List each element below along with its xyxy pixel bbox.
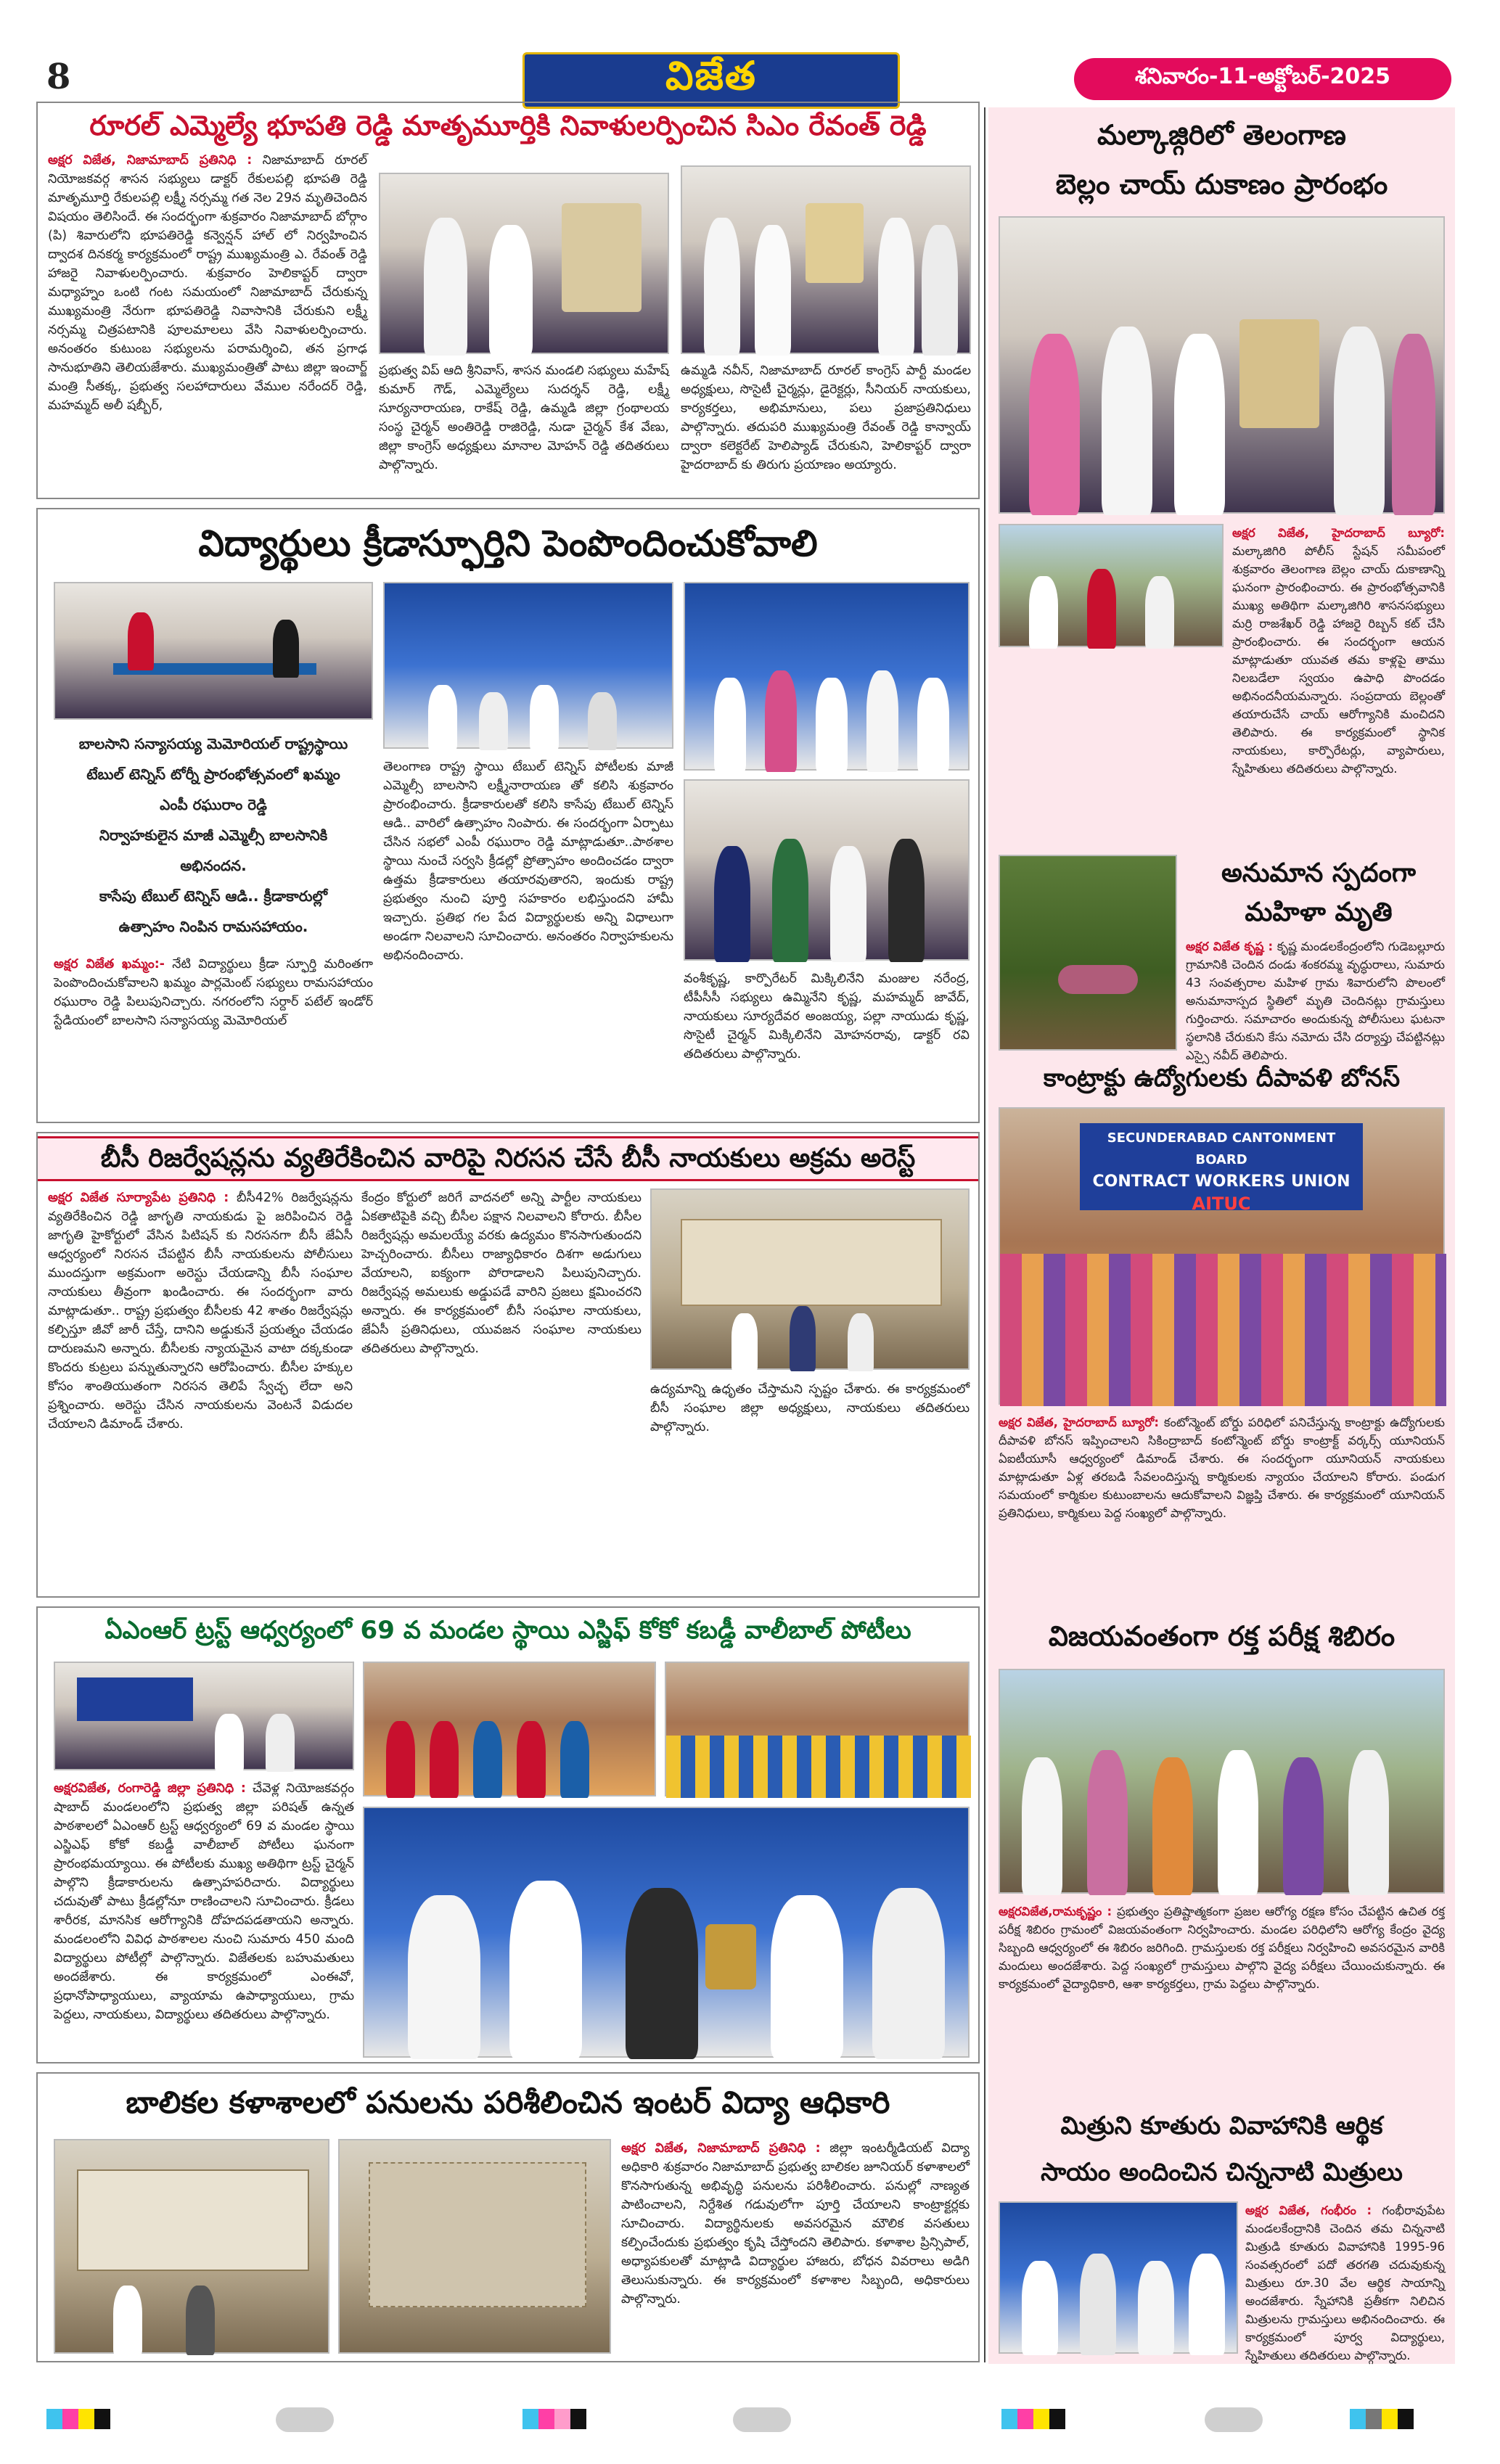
article-body: అక్షర విజేత ఖమ్మం:- నేటి విద్యార్థులు క్రీడా స్ఫూర్తి మరింతగా పెంపొందించుకోవాలని ఖమ్మం పార్లమెంట్ సభ్యులు రామసహాయం రఘురాం రెడ్డి పిలుపునిచ్చారు. నగరంలోని సర్దార్ పటేల్ ఇండోర్ స్టేడియంలో బాలసాని సన్యాసయ్య మెమోరియల్ [54,957,373,1028]
headline-friends-line2: సాయం అందించిన చిన్ననాటి మిత్రులు [1041,2158,1403,2187]
photo-police-station [650,1188,970,1370]
headline-contract-bonus: కాంట్రాక్టు ఉద్యోగులకు దీపావళి బోనస్ [1043,1064,1401,1093]
article-body: అక్షర విజేత, హైదరాబాద్ బ్యూరో: మల్కాజిగిరి పోలీస్ స్టేషన్ సమీపంలో శుక్రవారం తెలంగాణ బెల్లం చాయ్ దుకాణాన్ని ఘనంగా ప్రారంభించారు. ఈ ప్రారంభోత్సవానికి ముఖ్య అతిథిగా మల్కాజిగిరి శాసనసభ్యులు మర్రి రాజశేఖర్ రెడ్డి హాజరై రిబ్బన్ కట్ చేసి ప్రారంభించారు. ఈ సందర్భంగా ఆయన మాట్లాడుతూ యువత తమ కాళ్లపై తాము నిలబడేలా స్వయం ఉపాధి పొందడం అభినందనీయమన్నారు. సంప్రదాయ బెల్లంతో తయారుచేసే చాయ్ ఆరోగ్యానికి మంచిదని తెలిపారు. ఈ కార్యక్రమంలో స్థానిక నాయకులు, కార్పొరేటర్లు, వ్యాపారులు, స్నేహితులు తదితరులు పాల్గొన్నారు. [1232,526,1445,776]
registration-oval [1205,2407,1263,2432]
page-number: 8 [46,57,71,97]
headline-anumana-line2: మహిళా మృతి [1245,898,1393,927]
headline-bc-arrest: బీసీ రిజర్వేషన్లను వ్యతిరేకించిన వారిపై నిరసన చేసే బీసీ నాయకులు అక్రమ అరెస్ట్ [38,1136,978,1181]
column-divider [984,107,985,2362]
article-body-2: ప్రభుత్వ విప్ ఆది శ్రీనివాస్, శాసన మండలి సభ్యులు మహేష్ కుమార్ గౌడ్, ఎమ్మెల్యేలు సుదర్శన్ రెడ్డి, లక్ష్మీ సూర్యనారాయణ, రాకేష్ రెడ్డి, ఉమ్మడి జిల్లా గ్రంథాలయ సంస్థ చైర్మన్ అంతిరెడ్డి రాజిరెడ్డి, నుడా చైర్మన్ కేశ వేణు, జిల్లా కాంగ్రెస్ అధ్యక్షులు మానాల మోహన్ రెడ్డి తదితరులు పాల్గొన్నారు. [379,364,669,472]
article-body: అక్షర విజేత సూర్యాపేట ప్రతినిధి : బీసీ42% రిజర్వేషన్లను వ్యతిరేకించిన రెడ్డి జాగృతి నాయకుడు పై జరిపించిన రెడ్డి జాగృతి హైకోర్టులో వేసిన పిటిషన్ కు నిరసనగా బీసీ జేఏసీ ఆధ్వర్యంలో నిరసన చేపట్టిన బీసీ నాయకులను పోలీసులు ముందస్తుగా అక్రమంగా అరెస్టు చేయడాన్ని బీసీ సంఘాల నాయకులు తీవ్రంగా ఖండించారు. ఈ సందర్భంగా వారు మాట్లాడుతూ.. రాష్ట్ర ప్రభుత్వం బీసీలకు 42 శాతం రిజర్వేషన్లు కల్పిస్తూ జీవో జారీ చేస్తే, దానిని అడ్డుకునే ప్రయత్నం చేయడం దారుణమని అన్నారు. బీసీలకు న్యాయమైన వాటా దక్కకుండా కొందరు కుట్రలు పన్నుతున్నారని ఆరోపించారు. బీసీల హక్కుల కోసం శాంతియుతంగా నిరసన తెలిపే స్వేచ్ఛ లేదా అని ప్రశ్నించారు. అరెస్టు చేసిన నాయకులను వెంటనే విడుదల చేయాలని డిమాండ్ చేశారు. [48,1191,353,1432]
article-inter-officer [36,2072,980,2362]
registration-oval [276,2407,334,2432]
article-kabaddi [36,1606,980,2063]
photo-girls-team [363,1662,656,1796]
headline-bellam-line2: బెల్లం చాయ్ దుకాణం ప్రారంభం [1055,168,1388,200]
article-body: అక్షర విజేత, నిజామాబాద్ ప్రతినిధి : నిజామాబాద్ రూరల్ నియోజకవర్గ శాసన సభ్యులు డాక్టర్ రేకులపల్లి భూపతి రెడ్డి మాతృమూర్తి రేకులపల్లి లక్ష్మీ నర్సమ్మ గత నెల 29న మృతిచెందిన విషయం తెలిసిందే. ఈ సందర్భంగా శుక్రవారం నిజామాబాద్ బోర్గాం (పి) శివారులోని భూపతిరెడ్డి కన్వెన్షన్ హాల్ లో నిర్వహించిన ద్వాదశ దినకర్మ కార్యక్రమంలో రాష్ట్ర ముఖ్యమంత్రి ఎ. రేవంత్ రెడ్డి హాజరై నివాళులర్పించారు. శుక్రవారం హెలికాప్టర్ ద్వారా మధ్యాహ్నం ఒంటి గంట సమయంలో నిజామాబాద్ చేరుకున్న ముఖ్యమంత్రి నేరుగా భూపతిరెడ్డి నివాసానికి చేరుకుని లక్ష్మీ నర్సమ్మ చిత్రపటానికి పూలమాలలు వేసి నివాళులర్పించారు. అనంతరం కుటుంబ సభ్యులను పరామర్శించి, తన ప్రగాఢ సానుభూతిని తెలియజేశారు. ముఖ్యమంత్రితో పాటు జిల్లా ఇంచార్జ్ మంత్రి సీతక్క, ప్రభుత్వ సలహాదారులు వేముల నరేందర్ రెడ్డి, మహమ్మద్ అలీ షబ్బీర్, [48,153,367,413]
article-body: అక్షర విజేత, గంభీరం : గంభీరావుపేట మండలకేంద్రానికి చెందిన తమ చిన్ననాటి మిత్రుడి కూతురు వివాహానికి 1995-96 సంవత్సరంలో పదో తరగతి చదువుకున్న మిత్రులు రూ.30 వేల ఆర్థిక సాయాన్ని అందజేశారు. స్నేహానికి ప్రతీకగా నిలిచిన మిత్రులను గ్రామస్తులు అభినందించారు. ఈ కార్యక్రమంలో పూర్వ విద్యార్థులు, స్నేహితులు తదితరులు పాల్గొన్నారు. [1245,2204,1446,2362]
photo-workers-union: SECUNDERABAD CANTONMENT BOARD CONTRACT WORKERS UNION AITUC [999,1107,1445,1405]
article-body: అక్షరవిజేత, రంగారెడ్డి జిల్లా ప్రతినిధి : చేవెళ్ల నియోజకవర్గం షాబాద్ మండలంలోని ప్రభుత్వ జిల్లా పరిషత్ ఉన్నత పాఠశాలలో ఏఎంఆర్ ట్రస్ట్ ఆధ్వర్యంలో 69 వ మండల స్థాయి ఎస్జిఎఫ్ కోకో కబడ్డీ వాలీబాల్ పోటీలు ఘనంగా ప్రారంభమయ్యాయి. ఈ పోటీలకు ముఖ్య అతిథిగా ట్రస్ట్ చైర్మన్ పాల్గొని క్రీడాకారులను ఉత్సాహపరిచారు. విద్యార్థులు చదువుతో పాటు క్రీడల్లోనూ రాణించాలని సూచించారు. క్రీడలు శారీరక, మానసిక ఆరోగ్యానికి దోహదపడతాయని అన్నారు. మండలంలోని వివిధ పాఠశాలల నుంచి సుమారు 450 మంది విద్యార్థులు పోటీల్లో పాల్గొన్నారు. విజేతలకు బహుమతులు అందజేశారు. ఈ కార్యక్రమంలో ఎంఈవో, ప్రధానోపాధ్యాయులు, వ్యాయామ ఉపాధ్యాయులు, గ్రామ పెద్దలు, నాయకులు, విద్యార్థులు తదితరులు పాల్గొన్నారు. [54,1781,354,2022]
article-body-2: కేంద్రం కోర్టులో జరిగే వాదనలో అన్ని పార్టీల నాయకులు ఏకతాటిపైకి వచ్చి బీసీల పక్షాన నిలవాలని కోరారు. బీసీల రిజర్వేషన్లు అమలయ్యే వరకు ఉద్యమం కొనసాగుతుందని హెచ్చరించారు. బీసీలు రాజ్యాధికారం దిశగా అడుగులు వేయాలని, ఐక్యంగా పోరాడాలని పిలుపునిచ్చారు. రిజర్వేషన్ల అమలుకు అడ్డుపడే వారిని ప్రజలు క్షమించరని అన్నారు. ఈ కార్యక్రమంలో బీసీ సంఘాల నాయకులు, జేఏసీ ప్రతినిధులు, యువజన సంఘాల నాయకులు తదితరులు పాల్గొన్నారు. [361,1191,642,1356]
headline-blood-camp: విజయవంతంగా రక్త పరీక్ష శిబిరం [1048,1620,1396,1652]
article-body: అక్షరవిజేత,రామకృష్ణం : ప్రభుత్వం ప్రతిష్టాత్మకంగా ప్రజల ఆరోగ్య రక్షణ కోసం చేపట్టిన ఉచిత రక్త పరీక్ష శిబిరం గ్రామంలో విజయవంతంగా నిర్వహించారు. మండల పరిధిలోని ఆరోగ్య కేంద్రం వైద్య సిబ్బంది ఆధ్వర్యంలో ఈ శిబిరం జరిగింది. గ్రామస్తులకు రక్త పరీక్షలు నిర్వహించి అవసరమైన వారికి మందులు అందజేశారు. పెద్ద సంఖ్యలో గ్రామస్తులు పాల్గొని వైద్య పరీక్షలు చేయించుకున్నారు. ఈ కార్యక్రమంలో వైద్యాధికారి, ఆశా కార్యకర్తలు, గ్రామ పెద్దలు పాల్గొన్నారు. [999,1905,1445,1991]
registration-mark [46,2409,110,2429]
registration-mark [1350,2409,1414,2429]
registration-mark [1001,2409,1065,2429]
headline-bellam-line1: మల్కాజ్గిరిలో తెలంగాణ [1097,119,1346,151]
headline-kabaddi: ఏఎంఆర్ ట్రస్ట్ ఆధ్వర్యంలో 69 వ మండల స్థాయి ఎస్జిఫ్ కోకో కబడ్డీ వాలీబాల్ పోటీలు [104,1616,911,1645]
headline-anumana-line1: అనుమాన స్పదంగా [1221,858,1416,888]
masthead-logo: విజేత [522,52,900,109]
article-body: అక్షర విజేత కృష్ణ : కృష్ణ మండలకేంద్రంలోని గుడెబల్లూరు గ్రామానికి చెందిన దండు శంకరమ్మ వృద్ధురాలు, సుమారు 43 సంవత్సరాల మహిళ గ్రామ శివారులోని పొలంలో అనుమానాస్పద స్థితిలో మృతి చెందినట్లు గ్రామస్తులు గుర్తించారు. సమాచారం అందుకున్న పోలీసులు ఘటనా స్థలానికి చేరుకుని కేసు నమోదు చేసి దర్యాప్తు చేపట్టినట్లు ఎస్సై నవీద్ తెలిపారు. [1186,940,1445,1062]
article-bc-arrest [36,1132,980,1598]
headline-inter-officer: బాలికల కళాశాలలో పనులను పరిశీలించిన ఇంటర్ విద్యా ఆధికారి [126,2085,890,2120]
article-body-2: తెలంగాణ రాష్ట్ర స్థాయి టేబుల్ టెన్నిస్ పోటీలకు మాజీ ఎమ్మెల్సీ బాలసాని లక్ష్మీనారాయణ తో కలిసి శుక్రవారం ప్రారంభించారు. క్రీడాకారులతో కలిసి కాసేపు టేబుల్ టెన్నిస్ ఆడి.. వారిలో ఉత్సాహం నింపారు. ఈ సందర్భంగా ఏర్పాటు చేసిన సభలో ఎంపీ రఘురాం రెడ్డి మాట్లాడుతూ..పాఠశాల స్థాయి నుంచే సర్వసి క్రీడల్లో ప్రోత్సాహం అందించడం ద్వారా ఉత్తమ క్రీడాకారులు తయారవుతారని, ఇందుకు రాష్ట్ర ప్రభుత్వం నుంచి పూర్తి సహకారం లభిస్తుందని హామీ ఇచ్చారు. ప్రతిభ గల పేద విద్యార్థులకు అన్ని విధాలుగా అండగా నిలవాలని సూచించారు. అనంతరం నిర్వాహకులను అభినందించారు. [383,760,673,963]
photo-field-body [999,855,1177,1051]
headline-sports: విద్యార్థులు క్రీడాస్ఫూర్తిని పెంపొందించుకోవాలి [198,522,818,564]
photo-shield-presentation [363,1807,970,2058]
photo-kabaddi-dais [54,1662,354,1770]
photo-blood-camp [999,1669,1445,1894]
registration-mark [522,2409,586,2429]
sports-caption: బాలసాని సన్యాసయ్య మెమోరియల్ రాష్ట్రస్థాయి టేబుల్ టెన్నిస్ టోర్నీ ప్రారంభోత్సవంలో ఖమ్మం ఎంపీ రఘురాం రెడ్డి నిర్వాహకులైన మాజీ ఎమ్మెల్సీ బాలసానికి అభినందన. కాసేపు టేబుల్ టెన్నిస్ ఆడి.. క్రీడాకారుల్లో ఉత్సాహం నింపిన రామసహాయం. [78,735,348,935]
issue-date: శనివారం-11-అక్టోబర్-2025 [1074,58,1451,100]
article-body-3: ఉమ్మడి నవీన్, నిజామాబాద్ రూరల్ కాంగ్రెస్ పార్టీ మండల అధ్యక్షులు, సొసైటీ చైర్మన్లు, డైరెక్టర్లు, సీనియర్ నాయకులు, కార్యకర్తలు, అభిమానులు, పలు ప్రజాప్రతినిధులు పాల్గొన్నారు. తదుపరి ముఖ్యమంత్రి రేవంత్ రెడ్డి కాన్వాయ్ ద్వారా కలెక్టరేట్ హెలిప్యాడ్ చేరుకుని, హెలికాప్టర్ ద్వారా హైదరాబాద్ కు తిరుగు ప్రయాణం అయ్యారు. [681,364,971,472]
headline-friends-line1: మిత్రుని కూతురు వివాహానికి ఆర్థిక [1060,2111,1383,2140]
registration-oval [733,2407,791,2432]
photo-tea-shop-opening [999,216,1445,514]
photo-construction [338,2139,611,2354]
article-rural-mla [36,102,980,499]
photo-award-group [684,582,970,771]
photo-players-group [684,779,970,961]
photo-table-tennis [54,582,373,720]
article-body-3: వంశీకృష్ణ, కార్పొరేటర్ మిక్కిలినేని మంజుల నరేంద్ర, టీపీసీసీ సభ్యులు ఉమ్మినేని కృష్ణ, మహమ్మద్ జావేద్, నాయకులు సూర్యదేవర అంజయ్య, పల్లా నాయుడు కృష్ణ, సొసైటీ చైర్మన్ మిక్కిలినేని మోహనరావు, డాక్టర్ రవి తదితరులు పాల్గొన్నారు. [684,972,970,1061]
article-sports [36,508,980,1123]
sidebar-column [988,107,1455,2364]
photo-students-crowd [665,1662,970,1796]
photo-cm-tribute [379,173,669,354]
photo-memorial-stage [383,582,673,749]
photo-college-building [54,2139,329,2354]
article-body: అక్షర విజేత, హైదరాబాద్ బ్యూరో: కంటోన్మెంట్ బోర్డు పరిధిలో పనిచేస్తున్న కాంట్రాక్టు ఉద్యోగులకు దీపావళి బోనస్ ఇప్పించాలని సికింద్రాబాద్ కంటోన్మెంట్ బోర్డు కాంట్రాక్ట్ వర్కర్స్ యూనియన్ ఏఐటీయూసీ ఆధ్వర్యంలో డిమాండ్ చేశారు. ఈ సందర్భంగా యూనియన్ నాయకులు మాట్లాడుతూ ఏళ్ల తరబడి సేవలందిస్తున్న కార్మికులకు న్యాయం చేయాలని కోరారు. పండుగ సమయంలో కార్మికుల కుటుంబాలను ఆదుకోవాలని విజ్ఞప్తి చేశారు. ఈ కార్యక్రమంలో యూనియన్ ప్రతినిధులు, కార్మికులు పెద్ద సంఖ్యలో పాల్గొన్నారు. [999,1416,1445,1520]
headline-rural-mla: రూరల్ ఎమ్మెల్యే భూపతి రెడ్డి మాతృమూర్తికి నివాళులర్పించిన సిఎం రేవంత్ రెడ్డి [89,110,927,141]
article-body: అక్షర విజేత, నిజామాబాద్ ప్రతినిధి : జిల్లా ఇంటర్మీడియట్ విద్యా అధికారి శుక్రవారం నిజామాబాద్ ప్రభుత్వ బాలికల జూనియర్ కళాశాలలో కొనసాగుతున్న అభివృద్ధి పనులను పరిశీలించారు. పనుల్లో నాణ్యత పాటించాలని, నిర్దేశిత గడువులోగా పూర్తి చేయాలని కాంట్రాక్టర్లకు సూచించారు. విద్యార్థినులకు అవసరమైన మౌలిక వసతులు కల్పించేందుకు ప్రభుత్వం కృషి చేస్తోందని తెలిపారు. కళాశాల ప్రిన్సిపాల్, అధ్యాపకులతో మాట్లాడి విద్యార్థుల హాజరు, బోధన వివరాలు అడిగి తెలుసుకున్నారు. ఈ కార్యక్రమంలో కళాశాల సిబ్బంది, అధికారులు పాల్గొన్నారు. [621,2141,970,2307]
article-body-3: ఉద్యమాన్ని ఉధృతం చేస్తామని స్పష్టం చేశారు. ఈ కార్యక్రమంలో బీసీ సంఘాల జిల్లా అధ్యక్షులు, నాయకులు తదితరులు పాల్గొన్నారు. [650,1382,970,1434]
photo-family-group [681,165,971,354]
